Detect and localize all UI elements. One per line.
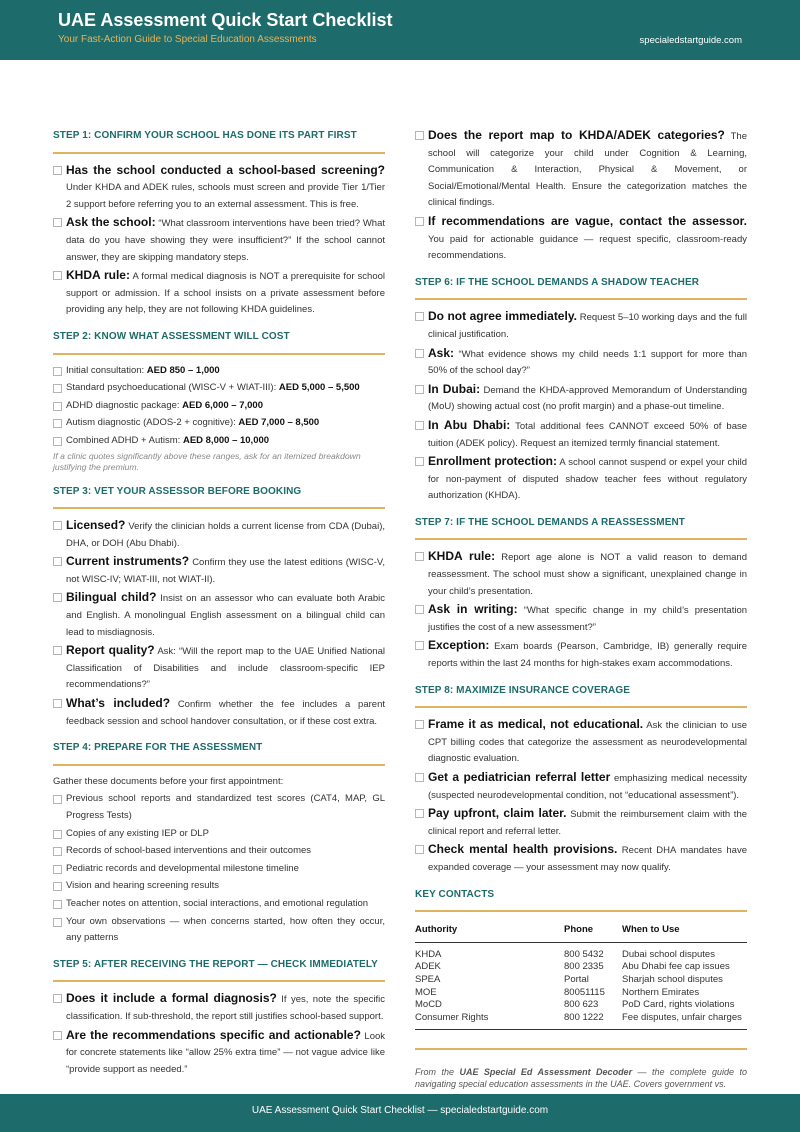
checkbox-icon[interactable] [415, 641, 424, 650]
item-text: Report age alone is NOT a valid reason to demand reassessment. The school must show a significant, unexplained change in your child’s presentation. [428, 552, 747, 597]
checkbox-icon[interactable] [53, 166, 62, 175]
item-text: ADHD diagnostic package: [66, 399, 183, 411]
source-book-title: UAE Special Ed Assessment Decoder [459, 1067, 633, 1078]
checkbox-icon[interactable] [415, 349, 424, 358]
key-contacts-table [415, 920, 747, 1030]
item-cost: AED 5,000 – 5,500 [278, 382, 360, 394]
item-lead: Licensed? [66, 518, 126, 533]
item-lead: Ask: [428, 345, 455, 360]
step-4-intro: Gather these documents before your first appointment: [53, 775, 284, 787]
checklist-item [415, 381, 747, 416]
checklist-item [415, 417, 747, 452]
item-text: A formal medical diagnosis is NOT a prerequisite for school support or admission. If a school insists on a private assessment before providing any help, they are not following KHDA guidelines. [66, 271, 386, 316]
table-cell: KHDA [415, 948, 442, 960]
item-text: Confirm they use the latest editions (WISC-V, not WISC-IV; WIAT-III, not WIAT-II). [66, 557, 385, 585]
item-text: The school will categorize your child under Cognition & Learning, Communication & Interaction, Physical & Movement, or Social/Emotional/Mental Health. Ensure the categorization matches the clinical findings. [428, 131, 747, 209]
item-text: Ask the clinician to use CPT billing codes that categorize the assessment as neurodevelopmental diagnostic evaluation. [428, 720, 747, 765]
checkbox-icon[interactable] [53, 593, 62, 602]
table-row [415, 961, 747, 974]
table-cell: 800 1222 [564, 1011, 604, 1023]
checklist-item [53, 214, 385, 266]
item-lead: Are the recommendations specific and actionable? [66, 1027, 361, 1042]
item-lead: If recommendations are vague, contact the assessor. [428, 213, 747, 228]
item-text: Teacher notes on attention, social interactions, and emotional regulation [66, 897, 369, 909]
item-lead: Has the school conducted a school-based screening? [66, 162, 385, 177]
checklist-item [53, 695, 385, 730]
item-lead: Report quality? [66, 643, 155, 658]
checkbox-icon[interactable] [415, 809, 424, 818]
table-cell: MOE [415, 986, 437, 998]
checklist-item [53, 843, 385, 860]
step-6-heading: STEP 6: IF THE SCHOOL DEMANDS A SHADOW TEACHER [415, 275, 747, 301]
item-text: Total additional fees CANNOT exceed 50% of base tuition (ADEK policy). Request an itemized termly financial statement. [428, 420, 748, 449]
checklist-item [415, 453, 747, 505]
item-lead: Frame it as medical, not educational. [428, 717, 644, 732]
source-note [415, 1066, 747, 1090]
step-2-heading: STEP 2: KNOW WHAT ASSESSMENT WILL COST [53, 329, 385, 355]
item-lead: Ask the school: [66, 215, 156, 230]
checklist-item [415, 769, 747, 804]
checkbox-icon[interactable] [53, 699, 62, 708]
checklist-item [53, 1027, 385, 1079]
contacts-header-when: When to Use [622, 920, 747, 942]
step-8-list [415, 716, 747, 876]
page-footer: UAE Assessment Quick Start Checklist — specialedstartguide.com [0, 1094, 800, 1132]
item-text: “What classroom interventions have been tried? What data do you have showing they were insufficient?” If the school cannot answer, they are skipping mandatory steps. [66, 218, 386, 263]
step-4-heading: STEP 4: PREPARE FOR THE ASSESSMENT [53, 740, 385, 766]
checklist-item [415, 805, 747, 840]
step-2-list [53, 363, 385, 450]
item-text: Verify the clinician holds a current license from CDA (Dubai), DHA, or DOH (Abu Dhabi). [66, 521, 386, 549]
step-6-list [415, 308, 747, 505]
table-cell: Northern Emirates [622, 986, 700, 998]
table-cell: Sharjah school disputes [622, 973, 723, 985]
table-cell: PoD Card, rights violations [622, 999, 735, 1011]
item-text: Pediatric records and developmental milestone timeline [66, 862, 299, 874]
item-text: Under KHDA and ADEK rules, schools must screen and provide Tier 1/Tier 2 support before referring you to an external assessment. This is free. [66, 182, 385, 210]
table-row [415, 987, 747, 1000]
checklist-item [53, 267, 385, 319]
checklist-item [53, 826, 385, 843]
checklist-item [415, 548, 747, 600]
item-text: Submit the reimbursement claim with the clinical report and referral letter. [428, 809, 748, 837]
checkbox-icon[interactable] [53, 994, 62, 1003]
page-title: UAE Assessment Quick Start Checklist [58, 10, 393, 30]
checkbox-icon[interactable] [415, 605, 424, 614]
table-cell: Abu Dhabi fee cap issues [622, 961, 730, 973]
item-lead: Enrollment protection: [428, 454, 557, 469]
item-lead: What’s included? [66, 696, 171, 711]
checklist-item [53, 861, 385, 878]
step-7-heading: STEP 7: IF THE SCHOOL DEMANDS A REASSESSMENT [415, 515, 747, 541]
item-lead: KHDA rule: [428, 549, 496, 564]
checkbox-icon[interactable] [53, 795, 62, 804]
item-text: Vision and hearing screening results [66, 880, 219, 892]
table-row [415, 942, 747, 961]
checkbox-icon[interactable] [53, 646, 62, 655]
item-text: Records of school-based interventions and their outcomes [66, 845, 312, 857]
table-cell: Portal [564, 973, 589, 985]
item-cost: AED 850 – 1,000 [146, 364, 220, 376]
checkbox-icon[interactable] [53, 900, 62, 909]
checkbox-icon[interactable] [53, 847, 62, 856]
item-text: Request 5–10 working days and the full clinical justification. [428, 312, 748, 340]
checklist-item [53, 162, 385, 214]
checklist-item [53, 380, 385, 397]
checklist-item [53, 363, 385, 380]
table-cell: Fee disputes, unfair charges [622, 1011, 742, 1023]
item-lead: Exception: [428, 638, 490, 653]
checkbox-icon[interactable] [415, 845, 424, 854]
item-text: Initial consultation: [66, 364, 147, 376]
item-text: If yes, note the specific classification. If sub-threshold, the report still justifies school-based support. [66, 994, 385, 1022]
table-cell: 800 5432 [564, 948, 604, 960]
item-text: Your own observations — when concerns started, how often they occur, any patterns [66, 915, 385, 944]
item-lead: Pay upfront, claim later. [428, 806, 567, 821]
checkbox-icon[interactable] [53, 419, 62, 428]
contacts-divider [415, 1048, 747, 1050]
checklist-item [415, 601, 747, 636]
item-text: You paid for actionable guidance — request specific, classroom-ready recommendations. [428, 233, 747, 262]
checklist-item [415, 841, 747, 876]
checkbox-icon[interactable] [53, 1031, 62, 1040]
item-lead: In Abu Dhabi: [428, 417, 511, 432]
item-text: Autism diagnostic (ADOS-2 + cognitive): [66, 417, 239, 429]
item-text: Demand the KHDA-approved Memorandum of Understanding (MoU) showing actual cost (no profit margin) and a phase-out timeline. [428, 384, 747, 413]
table-cell: MoCD [415, 999, 442, 1011]
contacts-header-phone: Phone [564, 920, 622, 942]
checklist-item [415, 716, 747, 768]
item-lead: Check mental health provisions. [428, 842, 618, 857]
table-row [415, 1012, 747, 1030]
table-cell: SPEA [415, 973, 441, 985]
item-lead: Bilingual child? [66, 590, 157, 605]
step-7-list [415, 548, 747, 672]
item-text: emphasizing medical necessity (suspected neurodevelopmental condition, not “educational assessment”). [428, 773, 747, 801]
step-1-list [53, 162, 385, 319]
checklist-item [53, 878, 385, 895]
checkbox-icon[interactable] [415, 457, 424, 466]
item-cost: AED 8,000 – 10,000 [182, 434, 270, 446]
key-contacts-heading: KEY CONTACTS [415, 887, 747, 913]
table-cell: 800 623 [564, 999, 599, 1011]
item-text: Copies of any existing IEP or DLP [66, 827, 209, 839]
checkbox-icon[interactable] [53, 384, 62, 393]
table-row [415, 974, 747, 987]
checkbox-icon[interactable] [53, 830, 62, 839]
step-8-heading: STEP 8: MAXIMIZE INSURANCE COVERAGE [415, 683, 747, 709]
checklist-item [53, 791, 385, 824]
table-cell: 80051115 [564, 986, 605, 998]
item-lead: Ask in writing: [428, 602, 518, 617]
item-text: Confirm whether the fee includes a parent feedback session and school handover consultation, or if these cost extra. [66, 699, 385, 727]
checklist-item [53, 553, 385, 588]
checkbox-icon[interactable] [53, 367, 62, 376]
item-lead: Does the report map to KHDA/ADEK categories? [428, 128, 725, 142]
checklist-item [53, 589, 385, 641]
checklist-item [53, 517, 385, 552]
item-text: Previous school reports and standardized test scores (CAT4, MAP, GL Progress Tests) [66, 793, 385, 821]
source-suffix: — the complete guide to navigating special education assessments in the UAE. Covers government vs. [415, 1067, 747, 1090]
item-text: Look for concrete statements like “allow 25% extra time” — not vague advice like “provide support as needed.” [66, 1030, 386, 1075]
header-site-link[interactable]: specialedstartguide.com [639, 35, 742, 46]
checklist-item [415, 213, 747, 265]
checkbox-icon[interactable] [415, 385, 424, 394]
table-cell: ADEK [415, 961, 441, 973]
step-3-list [53, 517, 385, 730]
step-2-note: If a clinic quotes significantly above these ranges, ask for an itemized breakdown justifying the premium. [53, 450, 361, 472]
checkbox-icon[interactable] [415, 773, 424, 782]
checklist-item [53, 914, 385, 947]
item-cost: AED 7,000 – 8,500 [238, 417, 320, 429]
checkbox-icon[interactable] [53, 437, 62, 446]
contacts-header-row [415, 920, 747, 942]
checkbox-icon[interactable] [53, 218, 62, 227]
item-lead: Current instruments? [66, 554, 190, 569]
item-text: “What evidence shows my child needs 1:1 support for more than 50% of the school day?” [428, 348, 748, 377]
left-column [53, 126, 385, 1079]
item-text: Recent DHA mandates have expanded coverage — your assessment may now qualify. [428, 845, 747, 873]
item-text: Standard psychoeducational (WISC-V + WIAT-III): [66, 382, 279, 394]
checklist-item [53, 896, 385, 913]
item-lead: KHDA rule: [66, 268, 130, 283]
checkbox-icon[interactable] [415, 312, 424, 321]
checklist-item [53, 398, 385, 415]
checklist-item [415, 308, 747, 343]
item-text: Exam boards (Pearson, Cambridge, IB) generally require reports within the last 24 months for high-stakes exam accommodations. [428, 641, 747, 670]
step-5-list-b [415, 127, 747, 265]
item-cost: AED 6,000 – 7,000 [182, 399, 263, 411]
checkbox-icon[interactable] [53, 557, 62, 566]
item-lead: Get a pediatrician referral letter [428, 770, 611, 784]
checkbox-icon[interactable] [53, 882, 62, 891]
item-text: Ask: “Will the report map to the UAE Unified National Classification of Disabilities and include classroom-specific IEP recommendations?” [66, 646, 385, 691]
table-cell: Dubai school disputes [622, 948, 715, 960]
item-lead: In Dubai: [428, 381, 481, 396]
checkbox-icon[interactable] [53, 865, 62, 874]
item-text: “What specific change in my child’s presentation justifies the cost of a new assessment?” [428, 605, 748, 633]
table-cell: Consumer Rights [415, 1011, 489, 1023]
checkbox-icon[interactable] [53, 918, 62, 927]
item-text: A school cannot suspend or expel your child for non-payment of disputed shadow teacher fees without regulatory authorization (KHDA). [428, 457, 747, 502]
page-header [0, 0, 800, 60]
checkbox-icon[interactable] [53, 521, 62, 530]
source-prefix: From the [415, 1067, 460, 1078]
item-lead: Do not agree immediately. [428, 309, 577, 324]
item-lead: Does it include a formal diagnosis? [66, 991, 277, 1006]
checklist-item [53, 642, 385, 694]
checklist-item [415, 345, 747, 380]
step-5-heading: STEP 5: AFTER RECEIVING THE REPORT — CHECK IMMEDIATELY [53, 957, 385, 983]
table-row [415, 999, 747, 1012]
checkbox-icon[interactable] [415, 421, 424, 430]
checklist-item [53, 415, 385, 432]
step-4-list [53, 791, 385, 946]
item-text: Insist on an assessor who can evaluate both Arabic and English. A monolingual English assessment on a bilingual child can lead to misdiagnosis. [66, 593, 385, 638]
item-text: Combined ADHD + Autism: [66, 434, 183, 446]
checklist-item [415, 637, 747, 672]
checklist-item [415, 127, 747, 212]
page-subtitle: Your Fast-Action Guide to Special Education Assessments [58, 34, 317, 45]
contacts-header-authority: Authority [415, 920, 564, 942]
table-cell: 800 2335 [564, 961, 604, 973]
checklist-item [53, 990, 385, 1025]
step-1-heading: STEP 1: CONFIRM YOUR SCHOOL HAS DONE ITS PART FIRST [53, 128, 385, 154]
right-column [415, 126, 747, 1090]
step-3-heading: STEP 3: VET YOUR ASSESSOR BEFORE BOOKING [53, 484, 385, 510]
checkbox-icon[interactable] [415, 217, 424, 226]
checkbox-icon[interactable] [53, 271, 62, 280]
checkbox-icon[interactable] [53, 402, 62, 411]
checklist-item [53, 433, 385, 450]
checkbox-icon[interactable] [415, 720, 424, 729]
checkbox-icon[interactable] [415, 131, 424, 140]
checkbox-icon[interactable] [415, 552, 424, 561]
step-5-list-a [53, 990, 385, 1078]
